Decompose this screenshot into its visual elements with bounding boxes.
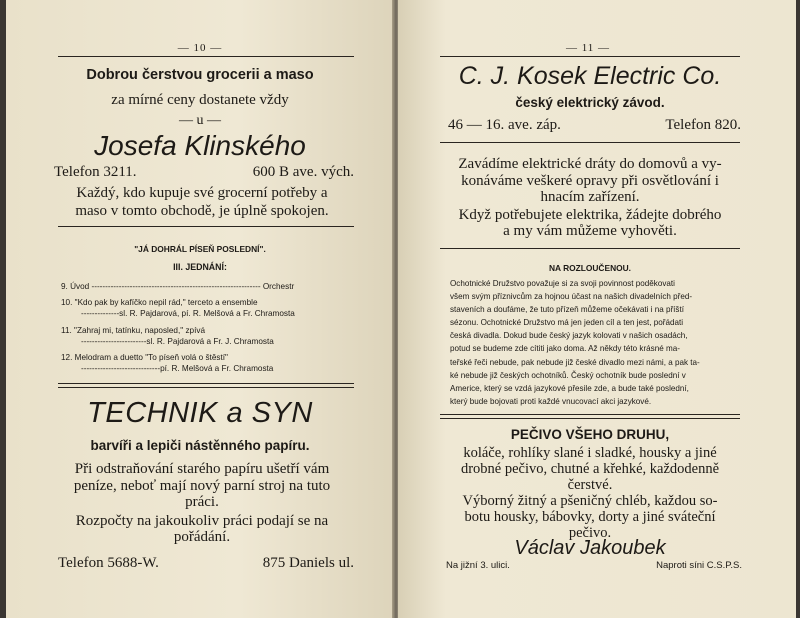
page-left (6, 0, 394, 618)
kosek-text: Když potřebujete elektrika, žádejte dobrého (458, 207, 722, 223)
baker-name: Václav Jakoubek (514, 537, 666, 559)
farewell-line: staveních a doufáme, že tuto přízeň můžeme očekávati i na příští (450, 305, 684, 315)
farewell-line: česká divadla. Dokud bude český jazyk kolovati v našich osadách, (450, 331, 688, 341)
program-item (61, 352, 228, 363)
program-item (61, 297, 258, 308)
divider (58, 226, 354, 227)
divider (440, 418, 740, 419)
farewell-line: teřské řeči nebude, pak nebude již české divadlo mezi námi, a pak ta- (450, 357, 700, 367)
kosek-text: konáváme veškeré opravy při osvětlování i (461, 173, 719, 189)
program-item-title: 9. Úvod (61, 282, 92, 291)
program-item-title: 12. Melodram a duetto "To píseň volá o štěstí" (61, 353, 228, 362)
kosek-text: a my vám můžeme vyhověti. (503, 223, 677, 239)
kosek-name: C. J. Kosek Electric Co. (458, 62, 722, 90)
program-item-performers: --------------sl. R. Pajdarová, pí. R. Melšová a Fr. Chramosta (81, 309, 295, 318)
technik-text: práci. (185, 494, 219, 510)
bakery-text: čerstvé. (567, 477, 613, 493)
kosek-subtitle: český elektrický závod. (515, 95, 665, 110)
farewell-line: Ochotnické Družstvo považuje si za svoji povinnost poděkovati (450, 279, 675, 288)
divider (440, 56, 740, 57)
bakery-text: Výborný žitný a pšeničný chléb, každou so- (462, 493, 718, 509)
divider (440, 248, 740, 249)
kosek-phone: Telefon 820. (665, 117, 741, 133)
program-item-performers: ------------------------sl. R. Pajdarová a Fr. J. Chramosta (81, 337, 274, 346)
technik-subtitle: barvíři a lepiči nástěnného papíru. (90, 438, 310, 453)
farewell-line: potud se budeme zde cítiti jako doma. Až někdy této krásné ma- (450, 344, 680, 354)
grocery-headline: Dobrou čerstvou grocerii a maso (86, 67, 314, 83)
grocer-phone: Telefon 3211. (54, 164, 137, 180)
divider (58, 383, 354, 384)
program-act: III. JEDNÁNÍ: (173, 262, 227, 272)
grocer-text: Každý, kdo kupuje své grocerní potřeby a (76, 185, 328, 201)
farewell-text (450, 277, 746, 408)
divider (440, 414, 740, 415)
program-item-performers: -------------------------------------------------------------- Orchestr (91, 282, 295, 291)
technik-text: pořádání. (173, 529, 231, 545)
technik-text: peníze, neboť mají nový parní stroj na tuto (73, 478, 331, 494)
divider (440, 142, 740, 143)
technik-address: 875 Daniels ul. (262, 555, 354, 571)
farewell-line: který bude bojovati proti každé vnucovací akci jazykové. (450, 396, 652, 406)
page-number: — 10 — (177, 42, 223, 54)
kosek-address: 46 — 16. ave. záp. (448, 117, 561, 133)
farewell-line: sézonu. Ochotnické Družstvo má jen jeden cíl a ten jest, pořádati (450, 318, 684, 328)
technik-text: Rozpočty na jakoukoliv práci podají se na (75, 513, 329, 529)
bakery-text: botu housky, bábovky, dorty a jiné sváteční (464, 509, 716, 525)
program-item-title: 11. "Zahraj mi, tatínku, naposled," zpívá (61, 326, 206, 335)
grocer-name: Josefa Klinského (94, 130, 306, 161)
bakery-text: koláče, rohlíky slané i sladké, housky a jiné (463, 445, 717, 461)
program-item (61, 325, 205, 336)
farewell-line: Americe, který se vzdá jazykové přesile zde, a bude také poslední, (450, 383, 689, 393)
bakery-text: pečivo. (568, 525, 612, 541)
kosek-text: hnacím zařízení. (540, 189, 640, 205)
divider (58, 56, 354, 57)
grocery-line: za mírné ceny dostanete vždy (111, 92, 289, 108)
grocer-text: maso v tomto obchodě, je úplně spokojen. (75, 203, 329, 219)
divider (58, 387, 354, 388)
technik-name: TECHNIK a SYN (87, 397, 313, 429)
farewell-title: NA ROZLOUČENOU. (548, 263, 632, 273)
bakery-text: drobné pečivo, chutné a křehké, každodenně (460, 461, 720, 477)
bakery-headline: PEČIVO VŠEHO DRUHU, (510, 427, 670, 442)
technik-text: Při odstraňování starého papíru ušetří vám (74, 461, 330, 477)
technik-phone: Telefon 5688-W. (58, 555, 159, 571)
farewell-line: ké nebude již českých ochotníků. Český ochotník bude poslední v (450, 370, 686, 380)
program-item-performers: -----------------------------pí. R. Melšová a Fr. Chramosta (81, 364, 274, 373)
kosek-text: Zavádíme elektrické dráty do domovů a vy- (458, 156, 722, 172)
program-item (61, 281, 356, 292)
page-right (398, 0, 796, 618)
program-title: "JÁ DOHRÁL PÍSEŇ POSLEDNÍ". (134, 244, 266, 254)
grocer-address: 600 B ave. vých. (252, 164, 354, 180)
program-item-title: 10. "Kdo pak by kafíčko nepil rád," terceto a ensemble (61, 298, 258, 307)
farewell-line: všem svým příznivcům za hojnou účast na našich divadelních před- (450, 292, 693, 302)
bakery-location: Naproti síni C.S.P.S. (656, 560, 742, 571)
page-number: — 11 — (565, 42, 611, 54)
bakery-address: Na jižní 3. ulici. (446, 560, 510, 571)
grocery-line: — u — (179, 113, 221, 128)
